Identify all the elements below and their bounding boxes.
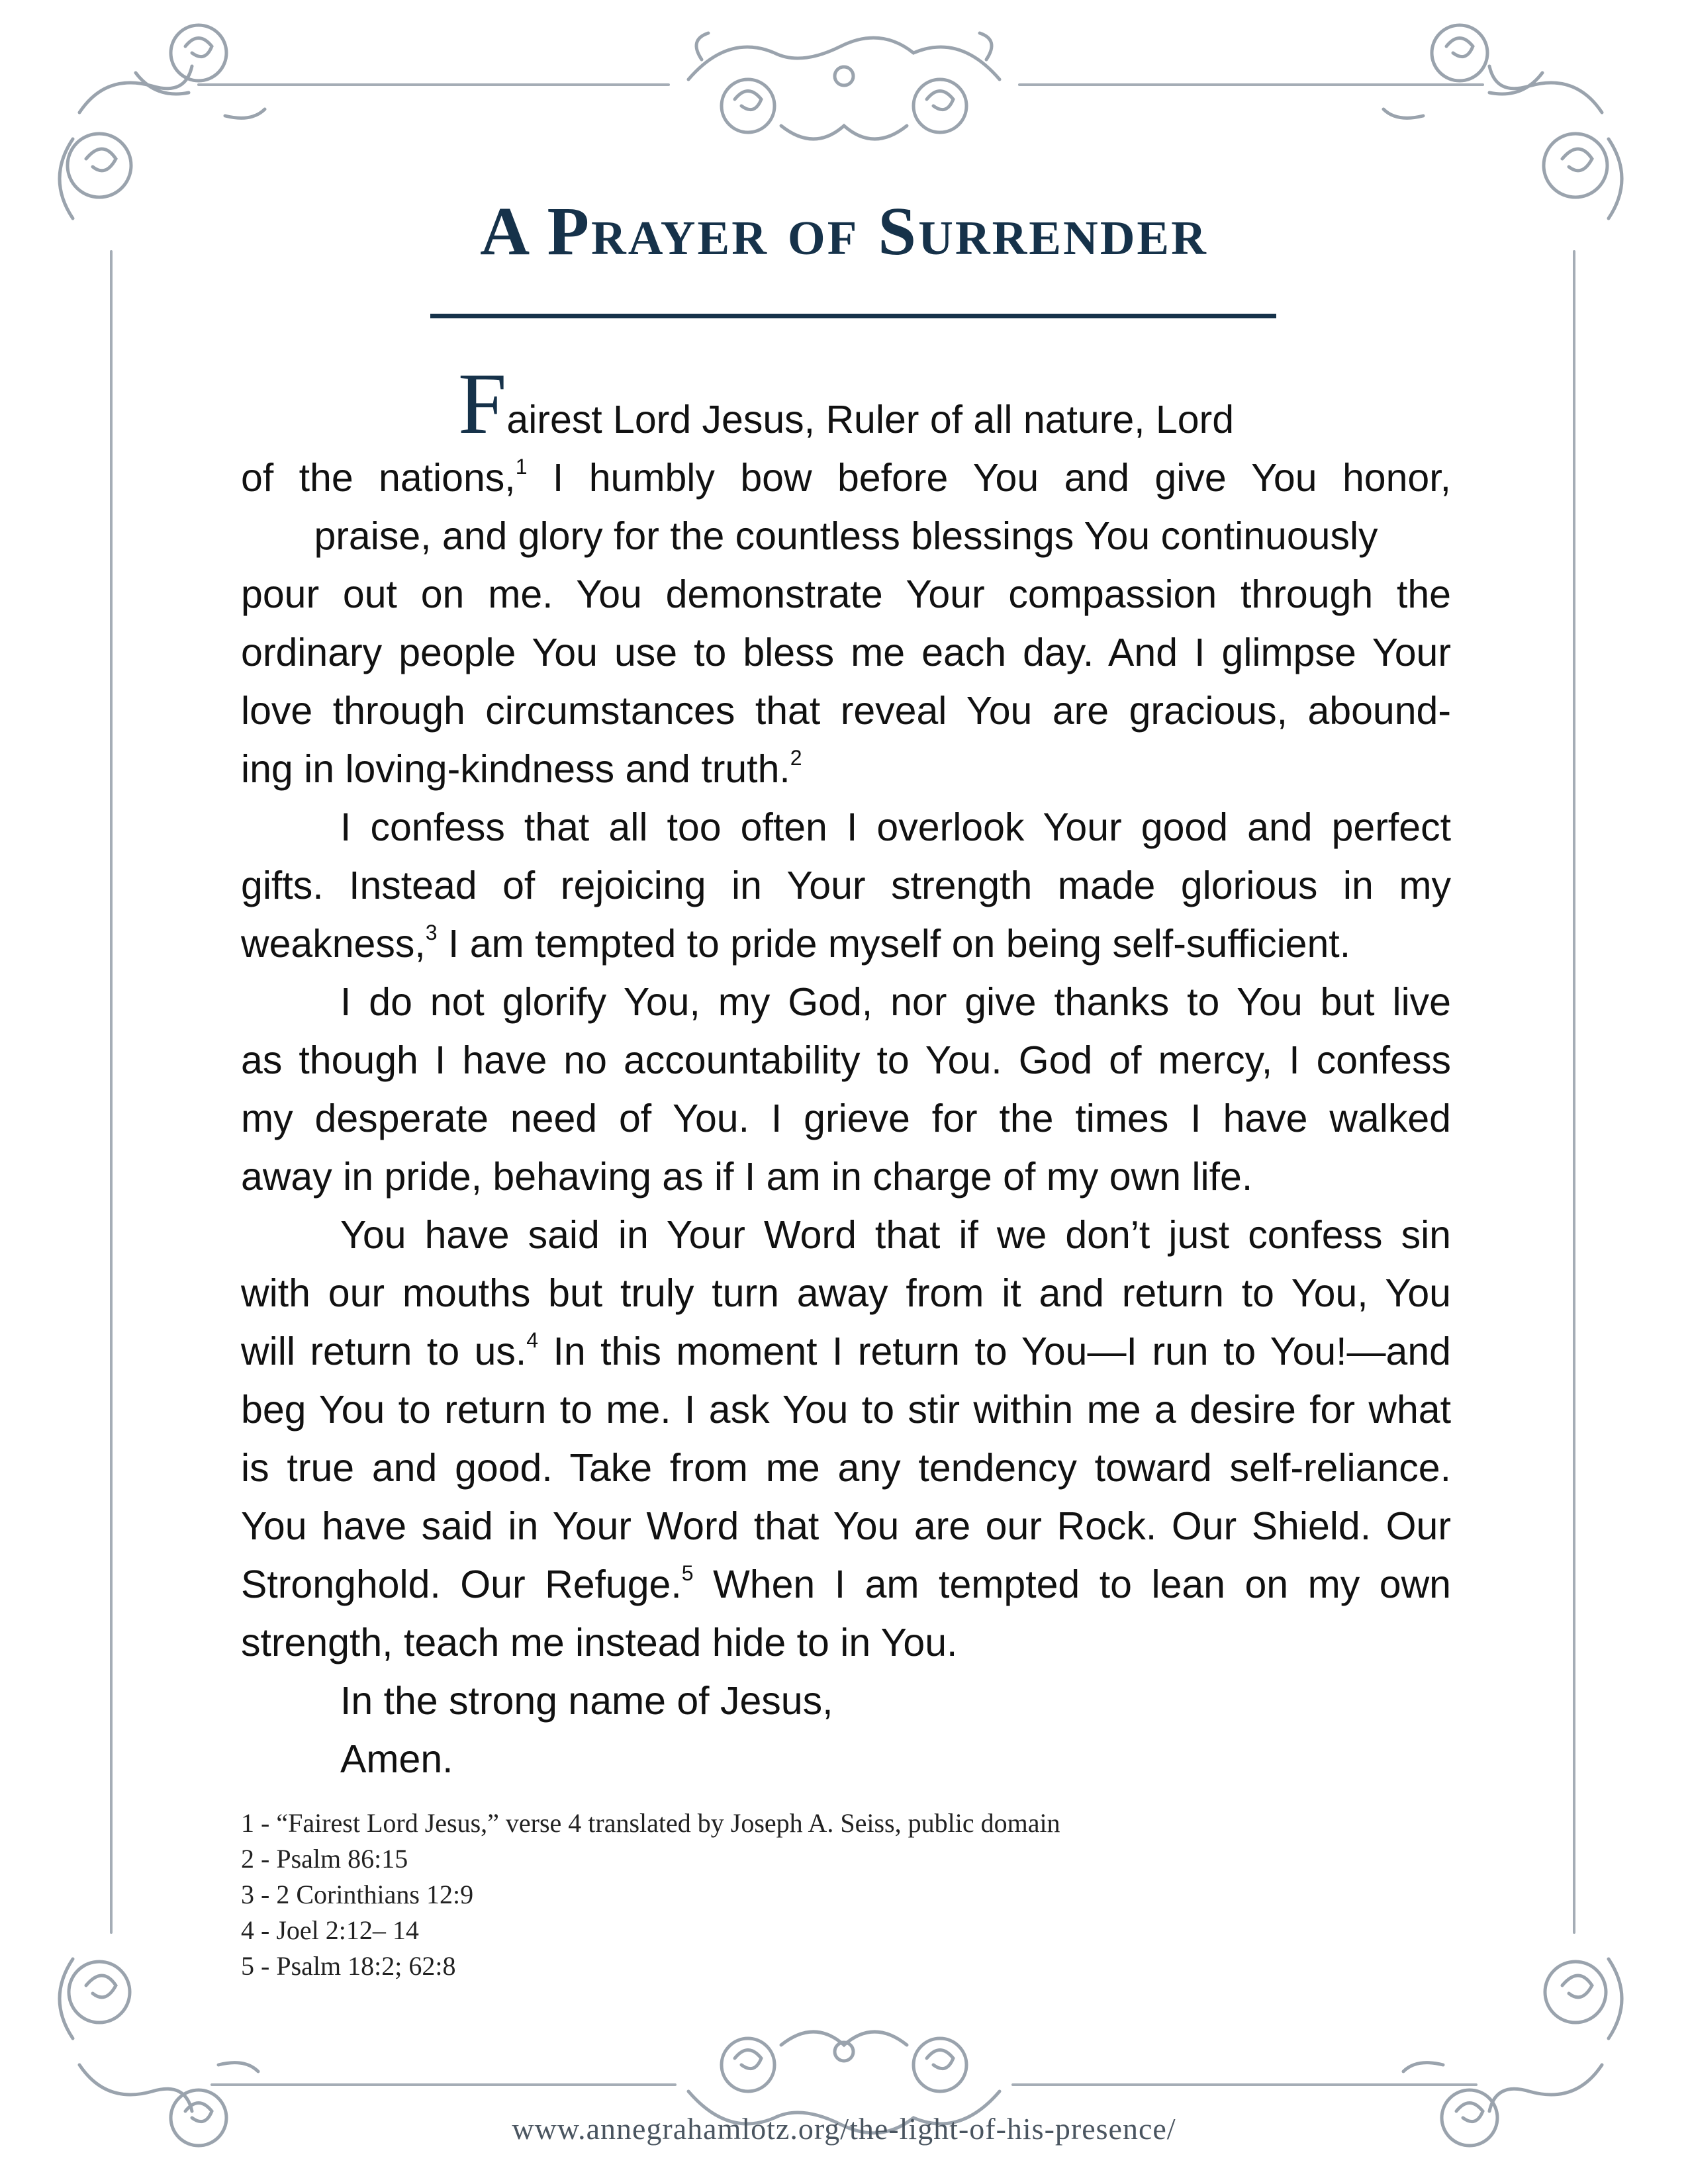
prayer-line: You have said in Your Word that if we don’t just confess sin bbox=[340, 1213, 1451, 1257]
corner-ornament-top-right bbox=[1383, 25, 1622, 218]
footnote-marker: 4 bbox=[526, 1328, 539, 1352]
prayer-line: I do not glorify You, my God, nor give thanks to You but live bbox=[340, 980, 1451, 1024]
prayer-line bbox=[241, 449, 1451, 507]
prayer-line: strength, teach me instead hide to in You. bbox=[241, 1621, 958, 1664]
footnote-item: 5 - Psalm 18:2; 62:8 bbox=[241, 1951, 456, 1981]
prayer-line: love through circumstances that reveal You are gracious, abound- bbox=[241, 689, 1451, 733]
footer-url[interactable]: www.annegrahamlotz.org/the-light-of-his-presence/ bbox=[512, 2112, 1176, 2146]
footnote-marker: 5 bbox=[681, 1561, 694, 1585]
footnote-item: 2 - Psalm 86:15 bbox=[241, 1844, 408, 1874]
prayer-line: my desperate need of You. I grieve for the times I have walked bbox=[241, 1097, 1451, 1140]
prayer-line: as though I have no accountability to You. God of mercy, I confess bbox=[241, 1038, 1451, 1082]
prayer-body bbox=[241, 355, 1452, 1788]
footnote-marker: 1 bbox=[515, 455, 528, 478]
top-center-ornament bbox=[688, 33, 1000, 139]
prayer-line: You have said in Your Word that You are our Rock. Our Shield. Our bbox=[241, 1504, 1451, 1548]
prayer-text: Stronghold. Our Refuge. bbox=[241, 1563, 682, 1606]
prayer-line: pour out on me. You demonstrate Your compassion through the bbox=[241, 572, 1451, 616]
footnote-item: 3 - 2 Corinthians 12:9 bbox=[241, 1880, 474, 1909]
prayer-text: When I am tempted to lean on my own bbox=[693, 1563, 1451, 1606]
prayer-line bbox=[241, 1322, 1451, 1381]
prayer-line: away in pride, behaving as if I am in charge of my own life. bbox=[241, 1155, 1253, 1199]
prayer-line bbox=[241, 355, 1451, 452]
footnotes bbox=[241, 1805, 1300, 1984]
corner-ornament-top-left bbox=[60, 25, 265, 218]
drop-cap: F bbox=[457, 355, 507, 452]
prayer-line: with our mouths but truly turn away from it and return to You, You bbox=[241, 1271, 1451, 1315]
prayer-text: ing in loving-kindness and truth. bbox=[241, 747, 790, 791]
prayer-text: airest Lord Jesus, Ruler of all nature, Lord bbox=[506, 398, 1235, 441]
prayer-text: of the nations, bbox=[241, 456, 516, 500]
prayer-line: I confess that all too often I overlook Your good and perfect bbox=[340, 805, 1451, 849]
prayer-text: weakness, bbox=[241, 922, 426, 966]
footnote-marker: 3 bbox=[425, 921, 438, 944]
prayer-line: gifts. Instead of rejoicing in Your strength made glorious in my bbox=[241, 864, 1451, 907]
title-underline bbox=[430, 314, 1276, 318]
prayer-line: praise, and glory for the countless blessings You continuously bbox=[314, 514, 1378, 558]
footnote-item: 4 - Joel 2:12– 14 bbox=[241, 1915, 419, 1945]
prayer-line: is true and good. Take from me any tendency toward self-reliance. bbox=[241, 1446, 1451, 1490]
page-title: A Prayer of Surrender bbox=[480, 193, 1208, 269]
footnote-item: 1 - “Fairest Lord Jesus,” verse 4 translated by Joseph A. Seiss, public domain bbox=[241, 1808, 1060, 1838]
prayer-text: I humbly bow before You and give You honor, bbox=[527, 456, 1452, 500]
prayer-text: I am tempted to pride myself on being self-sufficient. bbox=[437, 922, 1351, 966]
prayer-line bbox=[241, 740, 1451, 798]
footnote-marker: 2 bbox=[790, 746, 802, 770]
prayer-line: beg You to return to me. I ask You to stir within me a desire for what bbox=[241, 1388, 1451, 1432]
prayer-line bbox=[241, 915, 1451, 973]
prayer-line: ordinary people You use to bless me each day. And I glimpse Your bbox=[241, 631, 1451, 674]
prayer-text: will return to us. bbox=[241, 1330, 527, 1373]
prayer-text: In this moment I return to You—I run to You!—and bbox=[538, 1330, 1451, 1373]
prayer-closing: In the strong name of Jesus, bbox=[340, 1679, 833, 1723]
prayer-line bbox=[241, 1555, 1451, 1614]
prayer-amen: Amen. bbox=[340, 1737, 453, 1781]
